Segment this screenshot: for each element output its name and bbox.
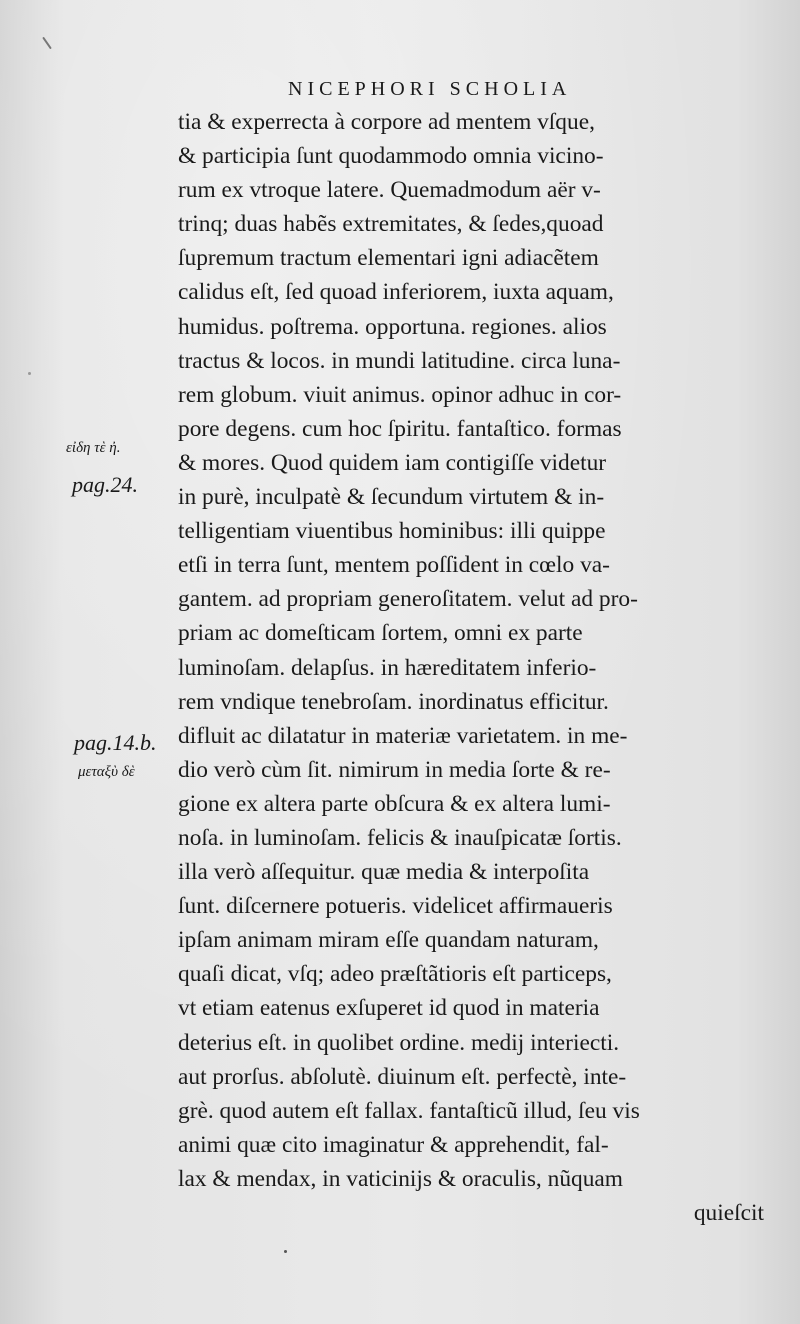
text-line: humidus. poſtrema. opportuna. regiones. alios <box>178 313 607 340</box>
text-line: ipſam animam miram eſſe quandam naturam, <box>178 927 599 954</box>
text-line: & participia ſunt quodammodo omnia vicino- <box>178 143 604 170</box>
text-line: ſupremum tractum elementari igni adiacẽtem <box>178 245 599 272</box>
margin-page-ref: pag.14.b. <box>74 730 157 755</box>
running-header: NICEPHORI SCHOLIA <box>288 78 572 100</box>
text-line: in purè, inculpatè & ſecundum virtutem & in- <box>178 484 605 511</box>
paper-mark <box>284 1250 287 1253</box>
text-line: noſa. in luminoſam. felicis & inauſpicatæ ſortis. <box>178 824 622 851</box>
text-line: ſunt. diſcernere potueris. videlicet affirmaueris <box>178 893 613 920</box>
text-line: rem vndique tenebroſam. inordinatus efficitur. <box>178 688 609 715</box>
text-line: aut prorſus. abſolutè. diuinum eſt. perfectè, inte- <box>178 1063 627 1090</box>
text-line: luminoſam. delapſus. in hæreditatem inferio- <box>178 654 597 681</box>
text-line: tia & experrecta à corpore ad mentem vſque, <box>178 109 595 135</box>
text-line: gione ex altera parte obſcura & ex altera lumi- <box>178 790 611 817</box>
text-line: deterius eſt. in quolibet ordine. medij interiecti. <box>178 1029 620 1056</box>
text-line: pore degens. cum hoc ſpiritu. fantaſtico. formas <box>178 415 622 442</box>
text-line: rum ex vtroque latere. Quemadmodum aër v- <box>178 177 601 204</box>
text-line: telligentiam viuentibus hominibus: illi quippe <box>178 518 606 545</box>
text-line: rem globum. viuit animus. opinor adhuc in cor- <box>178 381 622 408</box>
text-line: difluit ac dilatatur in materiæ varietatem. in me- <box>178 722 628 749</box>
text-line: vt etiam eatenus exſuperet id quod in materia <box>178 995 600 1022</box>
text-line: & mores. Quod quidem iam contigiſſe videtur <box>178 449 607 476</box>
margin-greek-note: εἰδη τὲ ἠ. <box>66 440 121 456</box>
text-line: calidus eſt, ſed quoad inferiorem, iuxta aquam, <box>178 279 614 306</box>
text-line: tractus & locos. in mundi latitudine. circa luna- <box>178 347 621 374</box>
body-text <box>178 105 768 1230</box>
text-line: lax & mendax, in vaticinijs & oraculis, nũquam <box>178 1165 623 1192</box>
text-line: priam ac domeſticam ſortem, omni ex parte <box>178 620 583 647</box>
text-line: gantem. ad propriam generoſitatem. velut ad pro- <box>178 586 638 613</box>
text-line: animi quæ cito imaginatur & apprehendit, fal- <box>178 1131 609 1158</box>
text-line-last: quieſcit <box>693 1200 764 1226</box>
text-line: trinq; duas habẽs extremitates, & ſedes,quoad <box>178 211 604 238</box>
text-line: illa verò aſſequitur. quæ media & interpoſita <box>178 859 590 886</box>
paper-mark <box>28 372 31 375</box>
text-line: quaſi dicat, vſq; adeo præſtãtioris eſt particeps, <box>178 961 612 988</box>
margin-page-ref: pag.24. <box>72 472 138 497</box>
text-line: grè. quod autem eſt fallax. fantaſticũ illud, ſeu vis <box>178 1097 640 1124</box>
paper-mark <box>42 37 52 50</box>
margin-greek-note: μεταξὺ δὲ <box>78 764 135 780</box>
text-line: etſi in terra ſunt, mentem poſſident in cœlo va- <box>178 552 610 579</box>
text-line: dio verò cùm ſit. nimirum in media ſorte & re- <box>178 756 611 783</box>
